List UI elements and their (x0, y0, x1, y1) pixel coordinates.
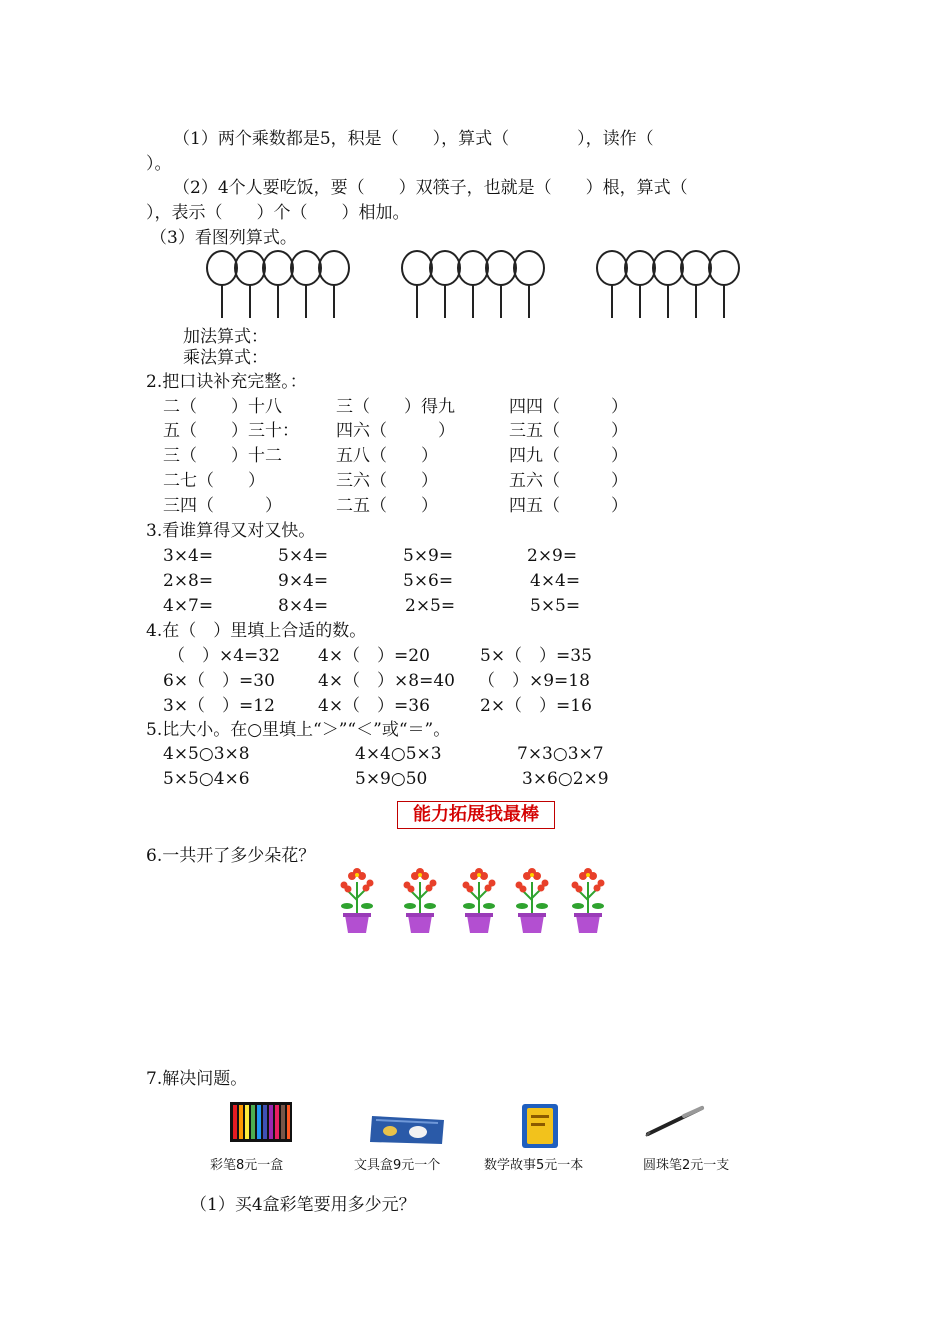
q2-cell: 四四（ ） (509, 397, 628, 417)
q4-cell: （ ）×4=32 (168, 646, 280, 666)
item-caption-pencil-box: 文具盒9元一个 (354, 1158, 441, 1173)
q2-cell: 二五（ ） (336, 496, 438, 516)
item-caption-ballpoint-pen: 圆珠笔2元一支 (643, 1158, 730, 1173)
q4-cell: 6×（ ）=30 (163, 671, 275, 691)
q1-line-3: （2）4个人要吃饭，要（ ）双筷子，也就是（ ）根，算式（ (173, 178, 688, 198)
q4-cell: 4×（ ）=36 (318, 696, 430, 716)
q3-cell: 4×7= (163, 596, 214, 616)
q2-cell: 三（ ）十二 (163, 446, 282, 466)
q2-cell: 五六（ ） (509, 471, 628, 491)
q5-cell: 4×4○5×3 (355, 744, 442, 764)
q3-cell: 5×6= (403, 571, 454, 591)
q3-cell: 3×4= (163, 546, 214, 566)
mul-label: 乘法算式： (183, 348, 268, 368)
q2-cell: 五（ ）三十： (163, 421, 299, 441)
q2-cell: 四六（ ） (336, 421, 455, 441)
q2-cell: 三六（ ） (336, 471, 438, 491)
q3-cell: 4×4= (530, 571, 581, 591)
q2-cell: 五八（ ） (336, 446, 438, 466)
q4-cell: （ ）×9=18 (478, 671, 590, 691)
section-banner: 能力拓展我最棒 (397, 801, 555, 829)
q2-cell: 二七（ ） (163, 471, 265, 491)
ballpoint-pen-image (644, 1104, 706, 1138)
item-caption-colored-pens: 彩笔8元一盒 (210, 1158, 284, 1173)
q7-title: 7.解决问题。 (146, 1069, 248, 1089)
q1-line-4: ），表示（ ）个（ ）相加。 (146, 203, 410, 223)
q3-cell: 2×5= (405, 596, 456, 616)
q4-cell: 4×（ ）=20 (318, 646, 430, 666)
q1-line-2: ）。 (146, 154, 172, 174)
q4-title: 4.在（ ）里填上合适的数。 (146, 621, 367, 641)
q7-sub-1: （1）买4盒彩笔要用多少元？ (190, 1195, 416, 1215)
q2-cell: 三（ ）得九 (336, 397, 455, 417)
q4-cell: 2×（ ）=16 (480, 696, 592, 716)
q3-cell: 9×4= (278, 571, 329, 591)
q1-line-5: （3）看图列算式。 (150, 228, 297, 248)
q5-cell: 5×5○4×6 (163, 769, 250, 789)
q5-cell: 7×3○3×7 (517, 744, 604, 764)
q4-cell: 4×（ ）×8=40 (318, 671, 455, 691)
q2-cell: 三四（ ） (163, 496, 282, 516)
story-book-image (521, 1103, 559, 1149)
colored-pens-image (230, 1102, 292, 1142)
q5-title: 5.比大小。在○里填上“＞”“＜”或“＝”。 (146, 720, 451, 740)
q2-title: 2.把口诀补充完整。： (146, 372, 307, 392)
flower-pots-image (330, 860, 620, 938)
q3-cell: 5×4= (278, 546, 329, 566)
q5-cell: 4×5○3×8 (163, 744, 250, 764)
q2-cell: 二（ ）十八 (163, 397, 282, 417)
q5-cell: 3×6○2×9 (522, 769, 609, 789)
q3-cell: 2×8= (163, 571, 214, 591)
q3-cell: 5×9= (403, 546, 454, 566)
q1-line-1: （1）两个乘数都是5，积是（ ），算式（ ），读作（ (173, 129, 654, 149)
q2-cell: 四五（ ） (509, 496, 628, 516)
balloons-image (200, 248, 760, 326)
q3-title: 3.看谁算得又对又快。 (146, 521, 316, 541)
q6-title: 6.一共开了多少朵花？ (146, 846, 316, 866)
pencil-box-image (368, 1114, 446, 1146)
q2-cell: 四九（ ） (509, 446, 628, 466)
q2-cell: 三五（ ） (509, 421, 628, 441)
q3-cell: 5×5= (530, 596, 581, 616)
q3-cell: 8×4= (278, 596, 329, 616)
add-label: 加法算式： (183, 327, 268, 347)
q5-cell: 5×9○50 (355, 769, 428, 789)
item-caption-story-book: 数学故事5元一本 (484, 1158, 584, 1173)
q4-cell: 3×（ ）=12 (163, 696, 275, 716)
q3-cell: 2×9= (527, 546, 578, 566)
q4-cell: 5×（ ）=35 (480, 646, 592, 666)
